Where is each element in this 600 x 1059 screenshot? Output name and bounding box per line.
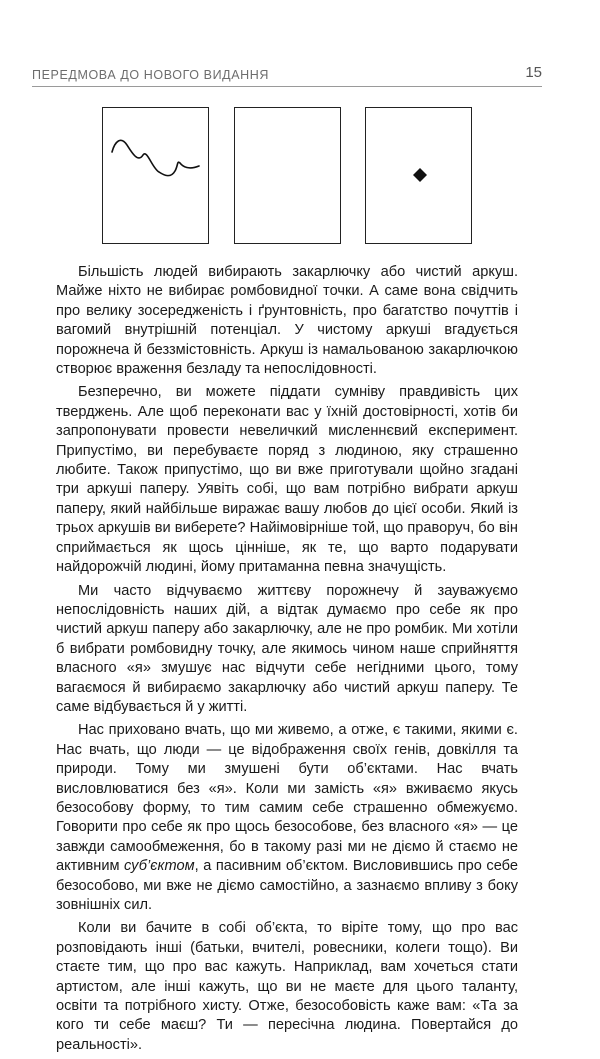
sheet-with-squiggle xyxy=(102,107,209,244)
paragraph: Безперечно, ви можете піддати сумніву правдивість цих тверджень. Але щоб переконати вас у їхній достовірності, хотів би запропонувати провести невеличкий мисленнєвий експеримент. Припустімо, ви перебуваєте поряд з людиною, яку страшенно любите. Також припустімо, що ви вже приготували щойно згадані три аркуші паперу. Уявіть собі, що вам потрібно вибрати аркуш паперу, який найбільше виражає вашу любов до цієї особи. Який із трьох аркушів ви виберете? Найімовірніше той, що праворуч, бо він сприймається як щось цінніше, як те, що варто подарувати найдорожчій людині, йому притаманна певна значущість. xyxy=(56,384,518,576)
paragraph: Ми часто відчуваємо життєву порожнечу й зауважуємо непослідовність наших дій, а відтак думаємо про себе як про чистий аркуш паперу або закарлючку, але не про ромбик. Ми хотіли б вибрати ромбовидну точку, але якимось чином наше сприйняття власного «я» змушує нас відчути себе негідними цього, тому вагаємося й вибираємо закарлючку або чистий аркуш паперу. Те саме відбувається й у житті. xyxy=(56,582,518,715)
page-number: 15 xyxy=(525,64,542,81)
three-sheets-figure xyxy=(102,107,474,245)
diamond-dot-icon xyxy=(366,108,473,245)
squiggle-drawing xyxy=(103,108,210,245)
paragraph: Коли ви бачите в собі об’єкта, то віріте тому, що про вас розповідають інші (батьки, вчителі, ровесники, колеги тощо). Ви стаєте тим, що про вас кажуть. Наприклад, вам хочеться стати артистом, але інші кажуть, що ви не маєте для цього таланту, освіти та потрібного хисту. Отже, безособовість каже вам: «Та за кого ти себе маєш? Ти — пересічна людина. Повертайся до реальності». xyxy=(56,920,518,1053)
paragraph xyxy=(56,721,518,915)
italic-term: суб’єктом xyxy=(124,858,195,875)
running-header-title: ПЕРЕДМОВА ДО НОВОГО ВИДАННЯ xyxy=(32,68,270,82)
paragraph-text: Нас приховано вчать, що ми живемо, а отже, є такими, якими є. Нас вчать, що люди — це відображення своїх генів, довкілля та природи. Тому ми змушені бути об’єктами. Нас вчать висловлюватися без «я». Коли ми замість «я» вживаємо якусь безособову форму, то тим самим себе страшенно обмежуємо. Говорити про себе як про щось безособове, без власного «я» — це завжди самообмеження, бо в такому разі ми не діємо й стаємо не активним xyxy=(56,722,518,875)
paragraph: Більшість людей вибирають закарлючку або чистий аркуш. Майже ніхто не вибирає ромбовидної точки. А саме вона свідчить про велику зосередженість і ґрунтовність, про багатство почуттів і вагомий внутрішній потенціал. У чистому аркуші вгадується порожнеча й беззмістовність. Аркуш із намальованою закарлючкою створює враження безладу та непослідовності. xyxy=(56,264,518,378)
sheet-with-diamond xyxy=(365,107,472,244)
body-text xyxy=(56,263,518,1059)
paragraph-text: , а пасивним об’єктом. Висловившись про себе безособово, ми вже не діємо самостійно, а зазнаємо впливу з боку зовнішніх сил. xyxy=(56,858,518,913)
running-header xyxy=(32,66,542,87)
blank-sheet xyxy=(234,107,341,244)
